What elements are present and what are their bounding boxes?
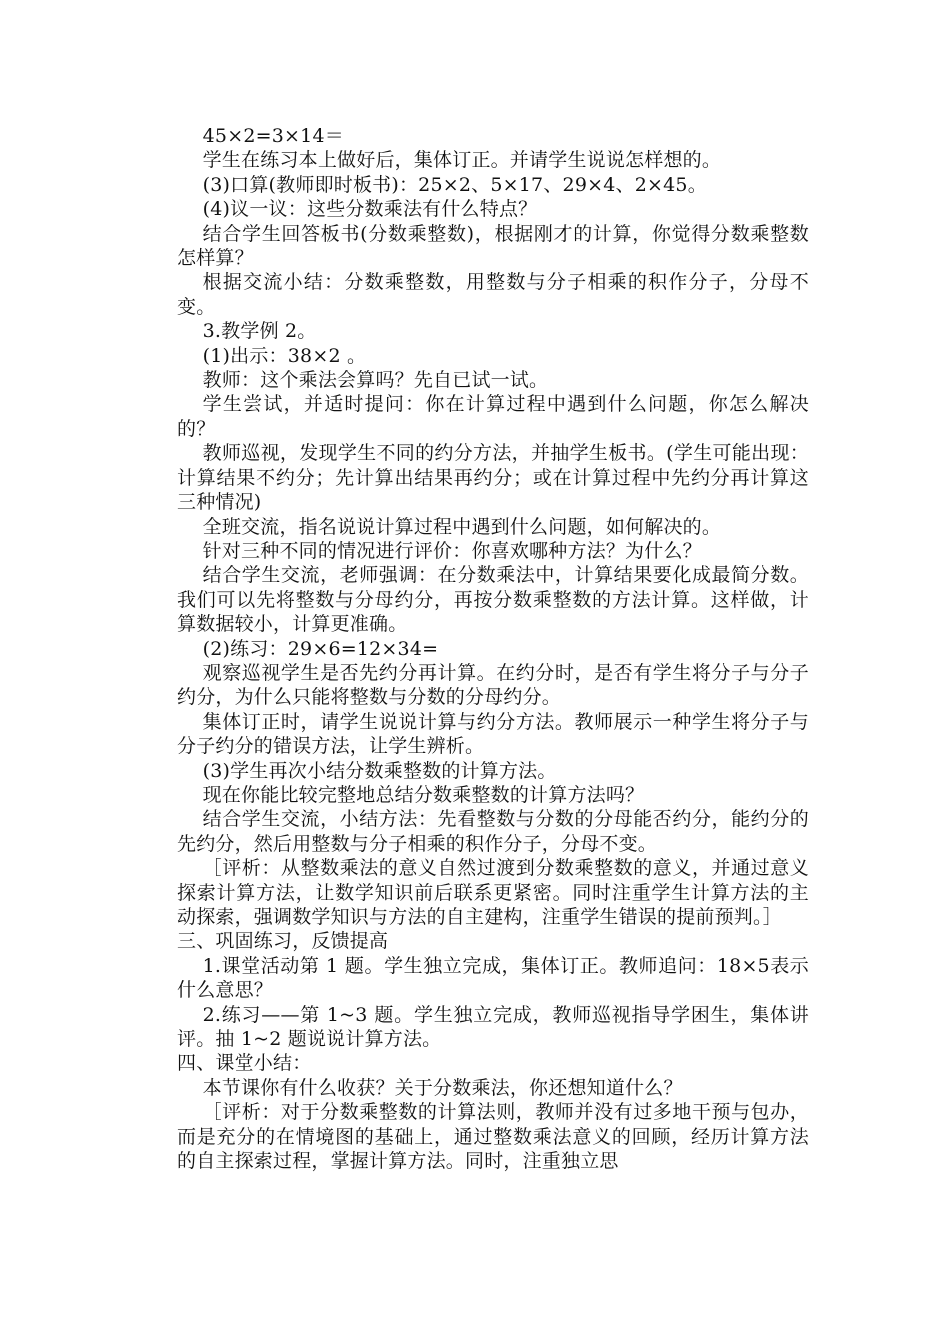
paragraph: 学生在练习本上做好后，集体订正。并请学生说说怎样想的。 (202, 149, 722, 172)
paragraph: 本节课你有什么收获？关于分数乘法，你还想知道什么？ (202, 1076, 683, 1099)
paragraph: 针对三种不同的情况进行评价：你喜欢哪种方法？为什么？ (202, 539, 702, 562)
paragraph: 根据交流小结：分数乘整数，用整数与分子相乘的积作分子，分母不变。 (177, 271, 809, 318)
commentary: ［评析：从整数乘法的意义自然过渡到分数乘整数的意义，并通过意义探索计算方法，让数学知识前后联系更紧密。同时注重学生计算方法的主动探索，强调数学知识与方法的自主建构，注重学生错误的提前预判。］ (177, 857, 809, 928)
paragraph: 2.练习——第 1~3 题。学生独立完成，教师巡视指导学困生，集体讲评。抽 1~2 题说说计算方法。 (177, 1003, 809, 1051)
paragraph: 学生尝试，并适时提问：你在计算过程中遇到什么问题，你怎么解决的？ (177, 393, 809, 440)
section-heading: 四、课堂小结： (177, 1052, 312, 1075)
paragraph: (4)议一议：这些分数乘法有什么特点？ (202, 198, 538, 221)
paragraph: 1.课堂活动第 1 题。学生独立完成，集体订正。教师追问：18×5表示什么意思？ (177, 954, 809, 1002)
paragraph: 结合学生交流，老师强调：在分数乘法中，计算结果要化成最简分数。我们可以先将整数与分母约分，再按分数乘整数的方法计算。这样做，计算数据较小，计算更准确。 (177, 564, 809, 636)
paragraph: (2)练习：29×6=12×34= (202, 637, 439, 660)
commentary: ［评析：对于分数乘整数的计算法则，教师并没有过多地干预与包办，而是充分的在情境图的基础上，通过整数乘法意义的回顾，经历计算方法的自主探索过程，掌握计算方法。同时，注重独立思 (177, 1101, 809, 1173)
paragraph: 教师巡视，发现学生不同的约分方法，并抽学生板书。(学生可能出现：计算结果不约分；先计算出结果再约分；或在计算过程中先约分再计算这三种情况) (177, 442, 809, 514)
paragraph: 现在你能比较完整地总结分数乘整数的计算方法吗？ (202, 783, 645, 806)
document-page (177, 124, 809, 1173)
step-heading: 3.教学例 2。 (202, 320, 317, 343)
formula-line: 45×2=3×14＝ (202, 125, 344, 147)
paragraph: (3)口算(教师即时板书)：25×2、5×17、29×4、2×45。 (202, 173, 707, 196)
paragraph: 全班交流，指名说说计算过程中遇到什么问题，如何解决的。 (202, 515, 722, 538)
paragraph: 结合学生交流，小结方法：先看整数与分数的分母能否约分，能约分的先约分，然后用整数与分子相乘的积作分子，分母不变。 (177, 808, 809, 855)
paragraph: 观察巡视学生是否先约分再计算。在约分时，是否有学生将分子与分子约分，为什么只能将整数与分数的分母约分。 (177, 661, 809, 709)
paragraph: 结合学生回答板书(分数乘整数)，根据刚才的计算，你觉得分数乘整数怎样算？ (177, 222, 809, 270)
paragraph: (3)学生再次小结分数乘整数的计算方法。 (202, 759, 557, 782)
paragraph: 集体订正时，请学生说说计算与约分方法。教师展示一种学生将分子与分子约分的错误方法，让学生辨析。 (177, 710, 809, 758)
section-heading: 三、巩固练习，反馈提高 (177, 930, 389, 953)
paragraph: 教师：这个乘法会算吗？先自已试一试。 (202, 369, 549, 392)
paragraph: (1)出示：38×2 。 (202, 344, 367, 367)
